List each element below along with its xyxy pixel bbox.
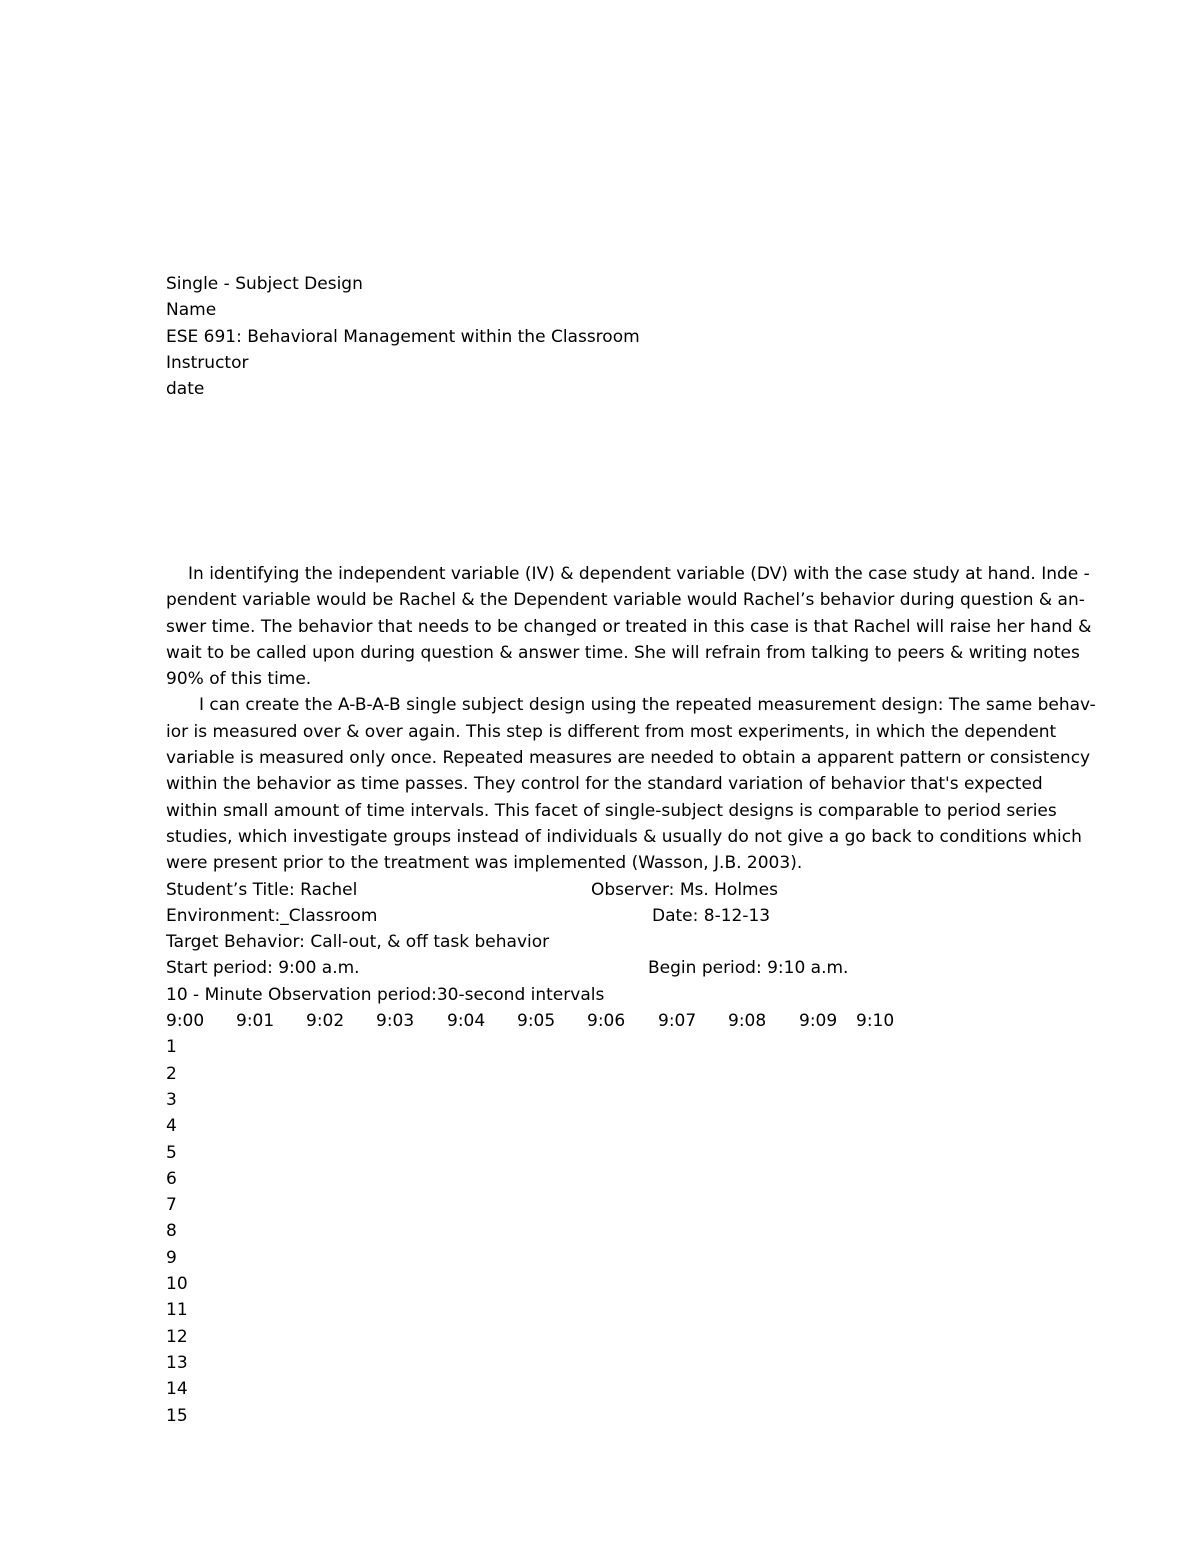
interval-number: 1 (166, 1037, 177, 1058)
paragraph1-line: In identifying the independent variable (IV) & dependent variable (DV) with the case study at hand. Inde - (188, 564, 1090, 584)
document-title: Single - Subject Design (166, 274, 363, 294)
period-row (166, 955, 1116, 981)
title-block (166, 271, 1116, 402)
time-label: 9:02 (306, 1011, 345, 1032)
time-label: 9:03 (376, 1011, 415, 1032)
student-name: Name (166, 300, 217, 321)
time-label: 9:07 (658, 1011, 697, 1032)
interval-number: 9 (166, 1247, 177, 1268)
interval-number: 3 (166, 1089, 177, 1110)
time-label: 9:06 (587, 1011, 626, 1032)
instructor-name: Instructor (166, 352, 249, 373)
interval-number: 2 (166, 1063, 177, 1084)
student-title: Student’s Title: Rachel (166, 879, 358, 900)
paragraph1-line: wait to be called upon during question & answer time. She will refrain from talking to peers & writing notes (166, 642, 1080, 663)
time-label: 9:10 (856, 1011, 895, 1032)
time-label: 9:00 (166, 1011, 205, 1032)
target-behavior: Target Behavior: Call-out, & off task behavior (166, 932, 550, 953)
paragraph2-line: were present prior to the treatment was implemented (Wasson, J.B. 2003). (166, 853, 803, 874)
paragraph2-line: ior is measured over & over again. This step is different from most experiments, in which the dependent (166, 721, 1057, 742)
paragraph2-line: I can create the A-B-A-B single subject design using the repeated measurement design: The same behav- (199, 695, 1096, 716)
time-label: 9:04 (447, 1011, 486, 1032)
student-observer-row (166, 877, 1116, 903)
paragraph1-line: swer time. The behavior that needs to be changed or treated in this case is that Rachel will raise her hand & (166, 616, 1092, 637)
paragraph2-line: within small amount of time intervals. This facet of single-subject designs is comparable to period series (166, 800, 1057, 821)
environment-date-row (166, 903, 1116, 929)
interval-number: 4 (166, 1116, 177, 1137)
interval-number: 10 (166, 1274, 188, 1295)
interval-number: 8 (166, 1221, 177, 1242)
interval-number: 7 (166, 1195, 177, 1216)
paragraph2-line: within the behavior as time passes. They control for the standard variation of behavior that's expected (166, 774, 1043, 795)
begin-period: Begin period: 9:10 a.m. (648, 958, 849, 979)
course-title: ESE 691: Behavioral Management within the Classroom (166, 326, 640, 347)
paragraph2-line: studies, which investigate groups instead of individuals & usually do not give a go back to conditions which (166, 826, 1082, 847)
start-period: Start period: 9:00 a.m. (166, 958, 360, 979)
interval-number: 6 (166, 1168, 177, 1189)
body-block (166, 561, 1116, 1429)
observation-period: 10 - Minute Observation period:30-second intervals (166, 984, 605, 1005)
interval-number: 15 (166, 1405, 188, 1426)
interval-number: 14 (166, 1379, 188, 1400)
observation-date: Date: 8-12-13 (652, 905, 771, 926)
time-label: 9:01 (236, 1011, 275, 1032)
environment: Environment:_Classroom (166, 905, 378, 926)
time-label: 9:08 (728, 1011, 767, 1032)
time-label: 9:09 (799, 1011, 838, 1032)
interval-number: 11 (166, 1300, 188, 1321)
interval-number: 5 (166, 1142, 177, 1163)
paragraph2-line: variable is measured only once. Repeated measures are needed to obtain a apparent pattern or consistency (166, 748, 1091, 769)
paragraph1-line: pendent variable would be Rachel & the Dependent variable would Rachel’s behavior during question & an- (166, 590, 1085, 611)
time-header-row (166, 1008, 1116, 1034)
paragraph1-line: 90% of this time. (166, 669, 312, 690)
observer-name: Observer: Ms. Holmes (591, 879, 778, 900)
interval-number: 12 (166, 1326, 188, 1347)
interval-number: 13 (166, 1352, 188, 1373)
time-label: 9:05 (517, 1011, 556, 1032)
submission-date: date (166, 379, 205, 400)
